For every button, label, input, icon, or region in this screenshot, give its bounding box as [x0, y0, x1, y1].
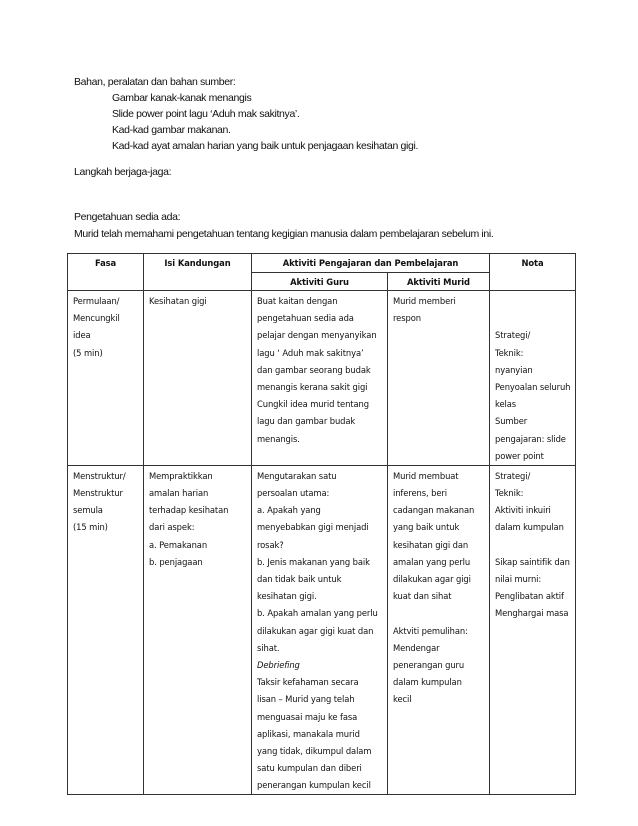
cell-line: Mempraktikkan: [149, 470, 213, 481]
cell-line: menangis.: [257, 433, 300, 444]
cell-line: dilakukan agar gigi: [393, 574, 471, 584]
cell-line: Kesihatan gigi: [149, 296, 207, 306]
cell-lines: [393, 468, 485, 709]
cell-line: Aktviti pemulihan:: [393, 625, 468, 636]
cell-line: amalan harian: [149, 488, 209, 499]
header-isi-kandungan: Isi Kandungan: [144, 254, 252, 291]
cell-line: Murid memberi: [393, 296, 456, 306]
cell-line: Menstruktur: [73, 488, 123, 499]
material-item: Kad-kad gambar makanan.: [112, 124, 231, 136]
cell-line: semula: [73, 505, 103, 516]
cell-line: yang tidak, dikumpul dalam: [257, 745, 372, 756]
cell-line: sihat.: [257, 642, 280, 653]
cell-line: Murid membuat: [393, 470, 459, 481]
cell-line: satu kumpulan dan diberi: [257, 763, 362, 774]
materials-heading: Bahan, peralatan dan bahan sumber:: [74, 76, 236, 88]
cell-murid: [388, 291, 490, 466]
cell-line: kelas: [495, 399, 517, 410]
cell-lines: [393, 293, 485, 327]
cell-line: kecil: [393, 694, 412, 705]
cell-fasa: [68, 291, 144, 466]
cell-line: Menstruktur/: [73, 470, 126, 481]
cell-line: Menghargai masa: [495, 608, 569, 619]
lesson-table: [67, 253, 576, 795]
cell-line: (5 min): [73, 347, 103, 358]
cell-line: amalan yang perlu: [393, 556, 471, 567]
cell-line: penerangan guru: [393, 659, 465, 670]
cell-nota: [490, 465, 576, 795]
cell-line: Mendengar: [393, 642, 440, 653]
cell-lines: [149, 468, 247, 571]
cell-line: respon: [393, 313, 421, 324]
cell-line: menguasai maju ke fasa: [257, 711, 358, 722]
prior-knowledge-text: Murid telah memahami pengetahuan tentang kegigian manusia dalam pembelajaran sebelum ini.: [74, 228, 494, 240]
cell-lines: [73, 468, 139, 537]
cell-line: dalam kumpulan: [393, 677, 462, 688]
cell-line: dilakukan agar gigi kuat dan: [257, 625, 374, 636]
cell-lines: [73, 293, 139, 362]
cell-line: b. Apakah amalan yang perlu: [257, 608, 378, 619]
cell-line: Mengutarakan satu: [257, 470, 337, 481]
cell-line: nyanyian: [495, 364, 533, 375]
cell-line: penerangan kumpulan kecil: [257, 780, 371, 791]
cell-line: Buat kaitan dengan: [257, 296, 338, 306]
cell-line: Sumber: [495, 416, 528, 427]
header-fasa: Fasa: [68, 254, 144, 291]
header-aktiviti-murid: Aktiviti Murid: [388, 272, 490, 291]
cell-line: Teknik:: [495, 347, 524, 358]
cell-murid: [388, 465, 490, 795]
cell-line: Penglibatan aktif: [495, 591, 564, 602]
cell-nota: [490, 291, 576, 466]
cell-line: kesihatan gigi dan: [393, 539, 469, 550]
cell-line: lagu ‘ Aduh mak sakitnya’: [257, 347, 364, 358]
header-aktiviti-guru: Aktiviti Guru: [252, 272, 388, 291]
cell-line: persoalan utama:: [257, 488, 330, 499]
spacer: [495, 537, 571, 554]
cell-line: lisan – Murid yang telah: [257, 694, 355, 705]
cell-line: menangis kerana sakit gigi: [257, 381, 368, 392]
cell-line: Mencungkil: [73, 313, 120, 324]
cell-line: inferens, beri: [393, 488, 447, 499]
cell-line: nilai murni:: [495, 574, 542, 584]
cell-lines: [495, 468, 571, 623]
cell-line: Sikap saintifik dan: [495, 556, 570, 567]
cell-line: kesihatan gigi.: [257, 591, 317, 602]
cell-line: dalam kumpulan: [495, 522, 564, 533]
cell-lines: [257, 293, 383, 448]
cell-line: Strategi/: [495, 470, 531, 481]
header-row: [68, 254, 576, 273]
cell-lines: [257, 468, 383, 795]
table-row: [68, 465, 576, 795]
cell-line: (15 min): [73, 522, 108, 533]
header-nota: Nota: [490, 254, 576, 291]
cell-lines: [149, 293, 247, 310]
cell-line: kuat dan sihat: [393, 591, 452, 602]
spacer: [495, 293, 571, 310]
cell-guru: [252, 465, 388, 795]
spacer: [495, 310, 571, 327]
cell-line: rosak?: [257, 539, 284, 550]
spacer: [393, 605, 485, 622]
cell-line: dan gambar seorang budak: [257, 364, 371, 375]
cell-line: b. penjagaan: [149, 556, 203, 567]
cell-line: dari aspek:: [149, 522, 195, 533]
cell-fasa: [68, 465, 144, 795]
cell-line: Teknik:: [495, 488, 524, 499]
cell-guru: [252, 291, 388, 466]
cell-line: a. Pemakanan: [149, 539, 208, 550]
cell-line: pengetahuan sedia ada: [257, 313, 354, 324]
material-item: Gambar kanak-kanak menangis: [112, 92, 252, 104]
header-aktiviti: Aktiviti Pengajaran dan Pembelajaran: [252, 254, 490, 273]
cell-line: lagu dan gambar budak: [257, 416, 356, 427]
cell-line: pengajaran: slide: [495, 433, 566, 444]
prior-knowledge-heading: Pengetahuan sedia ada:: [74, 211, 181, 223]
cell-line: dan tidak baik untuk: [257, 574, 342, 584]
debriefing-label: Debriefing: [257, 659, 300, 670]
material-item: Slide power point lagu ‘Aduh mak sakitnya’.: [112, 108, 300, 120]
cell-isi: [144, 465, 252, 795]
cell-line: power point: [495, 450, 544, 461]
steps-heading: Langkah berjaga-jaga:: [74, 166, 172, 178]
cell-line: terhadap kesihatan: [149, 505, 229, 516]
table-row: [68, 291, 576, 466]
material-item: Kad-kad ayat amalan harian yang baik untuk penjagaan kesihatan gigi.: [112, 140, 419, 152]
cell-line: Strategi/: [495, 330, 531, 341]
cell-line: yang baik untuk: [393, 522, 460, 533]
cell-line: Taksir kefahaman secara: [257, 677, 359, 688]
cell-line: cadangan makanan: [393, 505, 475, 516]
cell-line: Aktiviti inkuiri: [495, 505, 551, 516]
cell-isi: [144, 291, 252, 466]
cell-line: menyebabkan gigi menjadi: [257, 522, 369, 533]
cell-lines: [495, 293, 571, 465]
cell-line: a. Apakah yang: [257, 505, 321, 516]
cell-line: pelajar dengan menyanyikan: [257, 330, 377, 341]
cell-line: Permulaan/: [73, 296, 120, 306]
cell-line: aplikasi, manakala murid: [257, 728, 360, 739]
cell-line: Penyoalan seluruh: [495, 381, 571, 392]
cell-line: idea: [73, 330, 91, 341]
cell-line: Cungkil idea murid tentang: [257, 399, 369, 410]
cell-line: b. Jenis makanan yang baik: [257, 556, 370, 567]
